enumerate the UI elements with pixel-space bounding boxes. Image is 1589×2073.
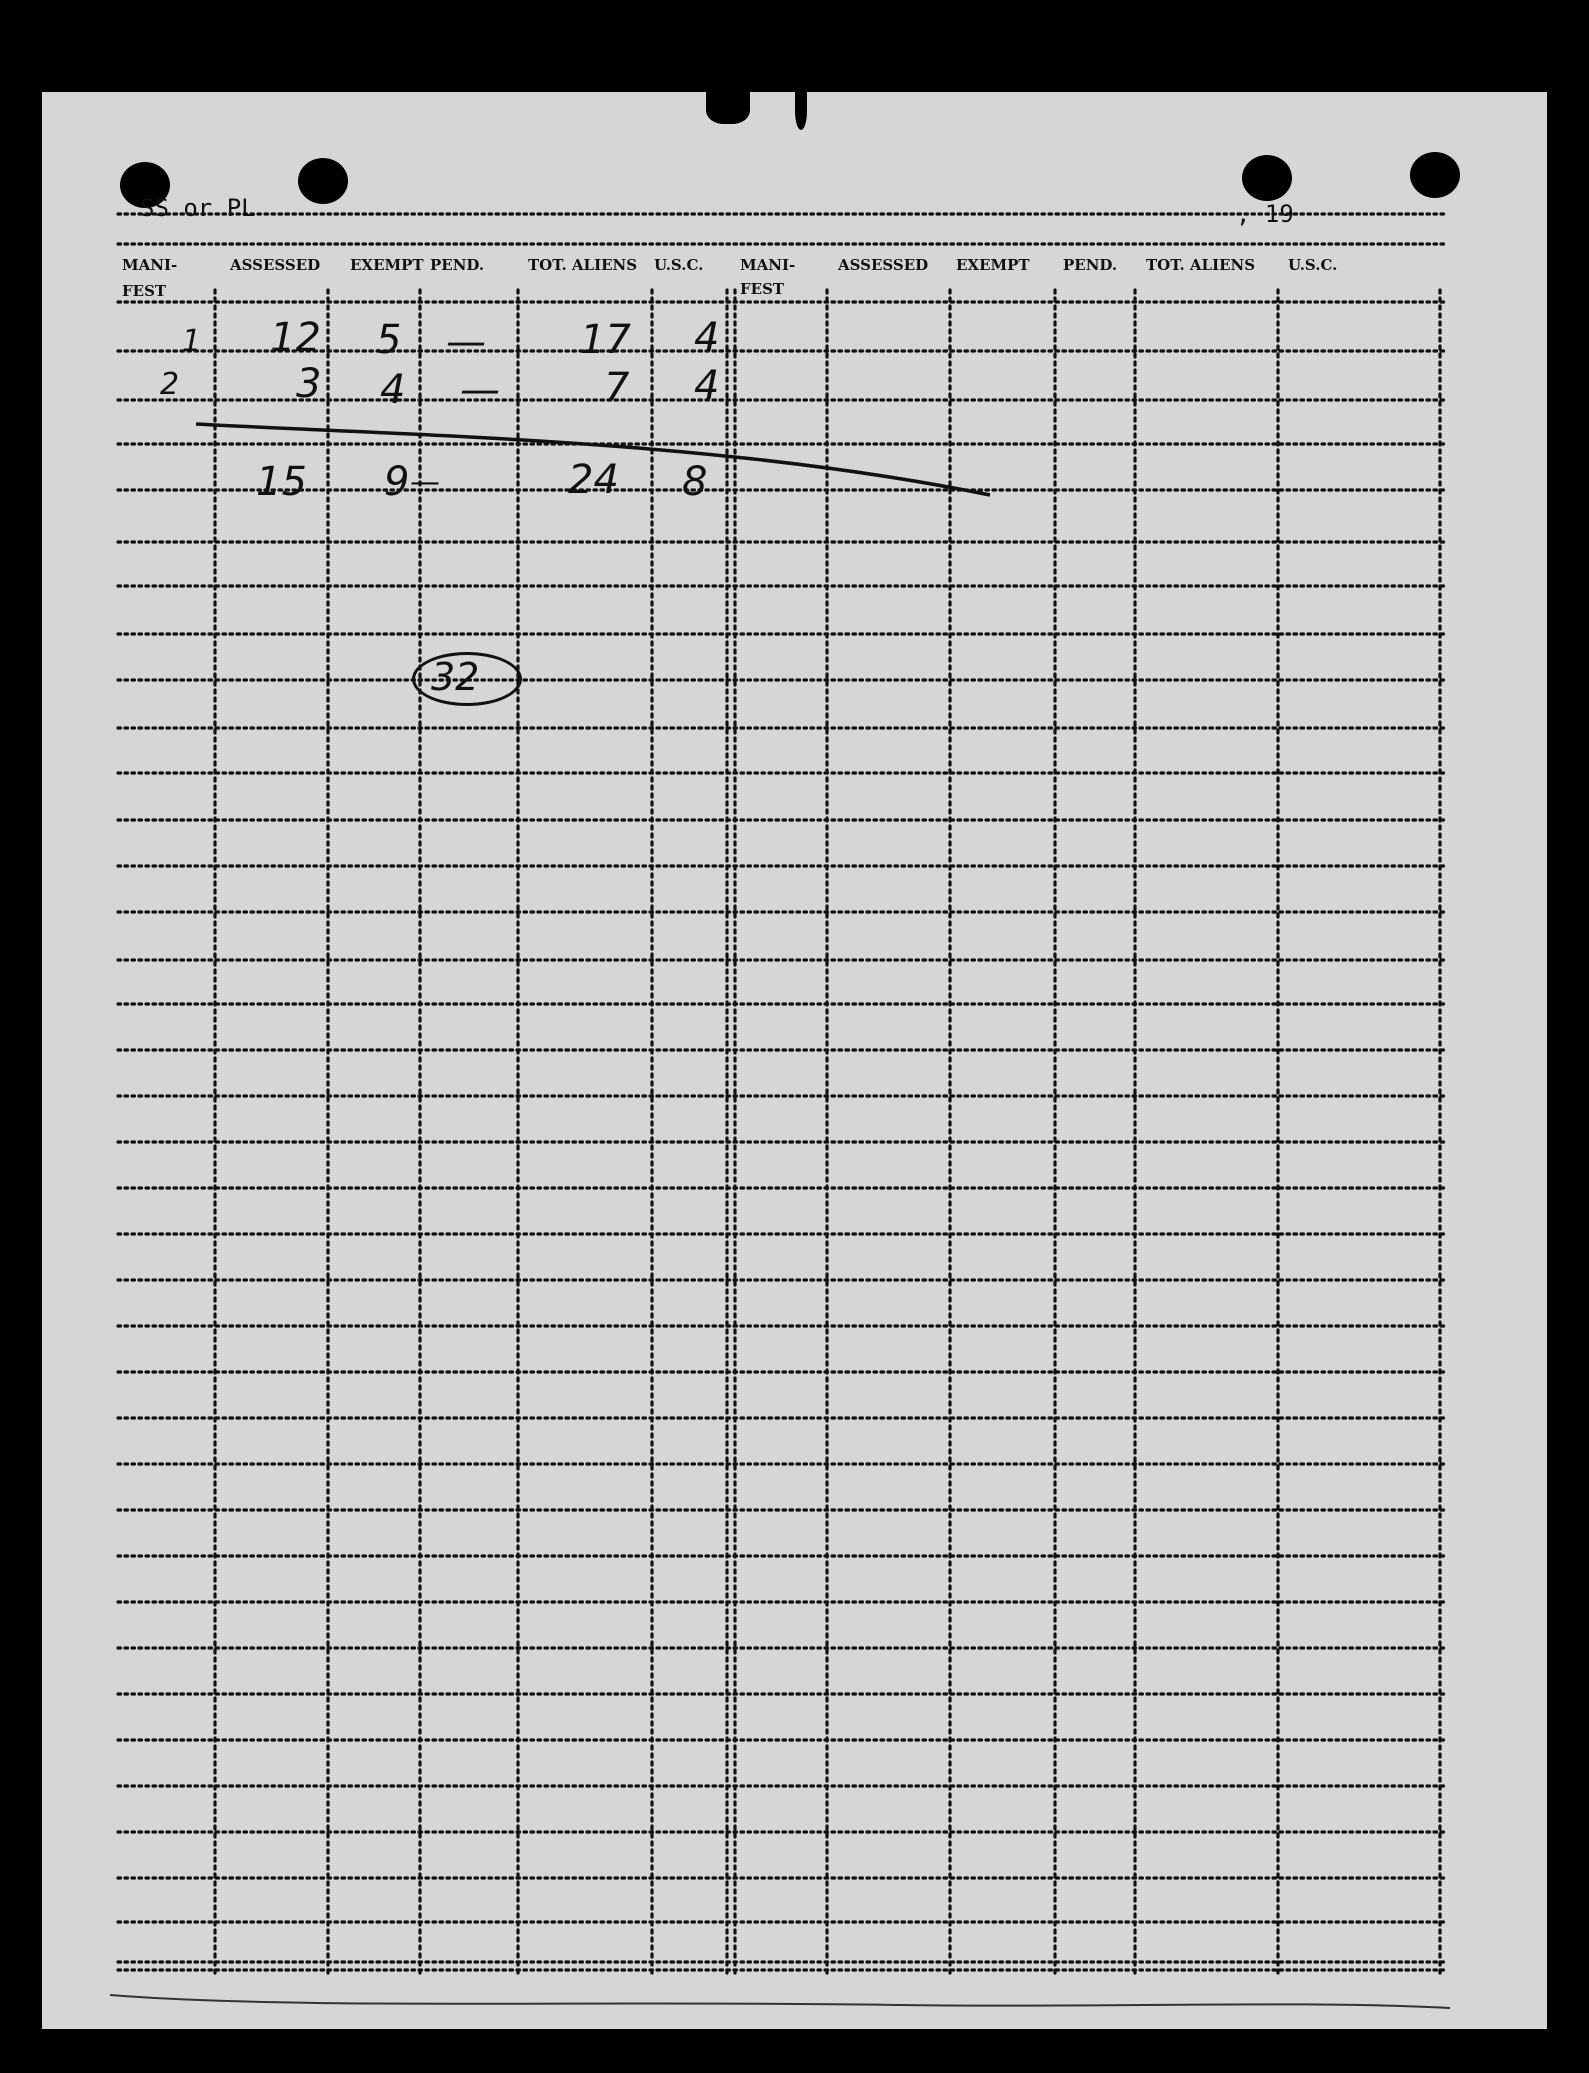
header-usc-left: U.S.C. [654,256,704,274]
circled-grand-total [412,652,522,706]
total-assessed: 15 [256,459,307,505]
total-usc: 8 [682,459,708,505]
punch-hole-right-1 [1242,155,1292,201]
torn-edge-mark-2 [795,92,807,130]
ship-label: SS or PL [140,194,256,222]
header-manifest-left [122,256,177,300]
punch-hole-right-2 [1410,152,1460,198]
header-assessed-right: ASSESSED [838,256,929,274]
total-tot-aliens: 24 [568,457,619,503]
grand-total-value: 32 [431,655,480,699]
row-1-assessed: 12 [270,315,321,361]
header-pend-left: PEND. [430,256,485,274]
header-manifest-left-line1: MANI- [122,256,178,274]
row-1-exempt: 5 [376,317,402,363]
row-2-usc: 4 [694,363,720,409]
row-1-tot-aliens: 17 [580,317,631,363]
header-usc-right: U.S.C. [1288,256,1338,274]
total-exempt: 9 [384,459,410,505]
row-2-manifest: 2 [160,367,180,402]
header-exempt-right: EXEMPT [956,256,1030,274]
total-pend: — [410,465,440,500]
punch-hole-left-2 [298,158,348,204]
header-manifest-right-line1: MANI- [740,256,796,274]
row-2-tot-aliens: 7 [604,365,630,411]
year-label: , 19 [1236,200,1294,228]
header-manifest-left-line2: FEST [122,282,167,300]
row-1-usc: 4 [694,315,720,361]
paper-sheet [42,92,1547,2029]
row-2-pend: — [460,367,500,413]
header-pend-right: PEND. [1063,256,1118,274]
header-manifest-right [740,256,795,298]
header-tot-aliens-left: TOT. ALIENS [528,256,638,274]
header-exempt-left: EXEMPT [350,256,424,274]
row-2-exempt: 4 [380,367,406,413]
header-manifest-right-line2: FEST [740,280,785,298]
header-tot-aliens-right: TOT. ALIENS [1146,256,1256,274]
row-2-assessed: 3 [296,361,322,407]
row-1-pend: — [446,319,486,365]
header-assessed-left: ASSESSED [230,256,321,274]
row-1-manifest: 1 [182,324,202,359]
torn-edge-mark [706,90,750,124]
